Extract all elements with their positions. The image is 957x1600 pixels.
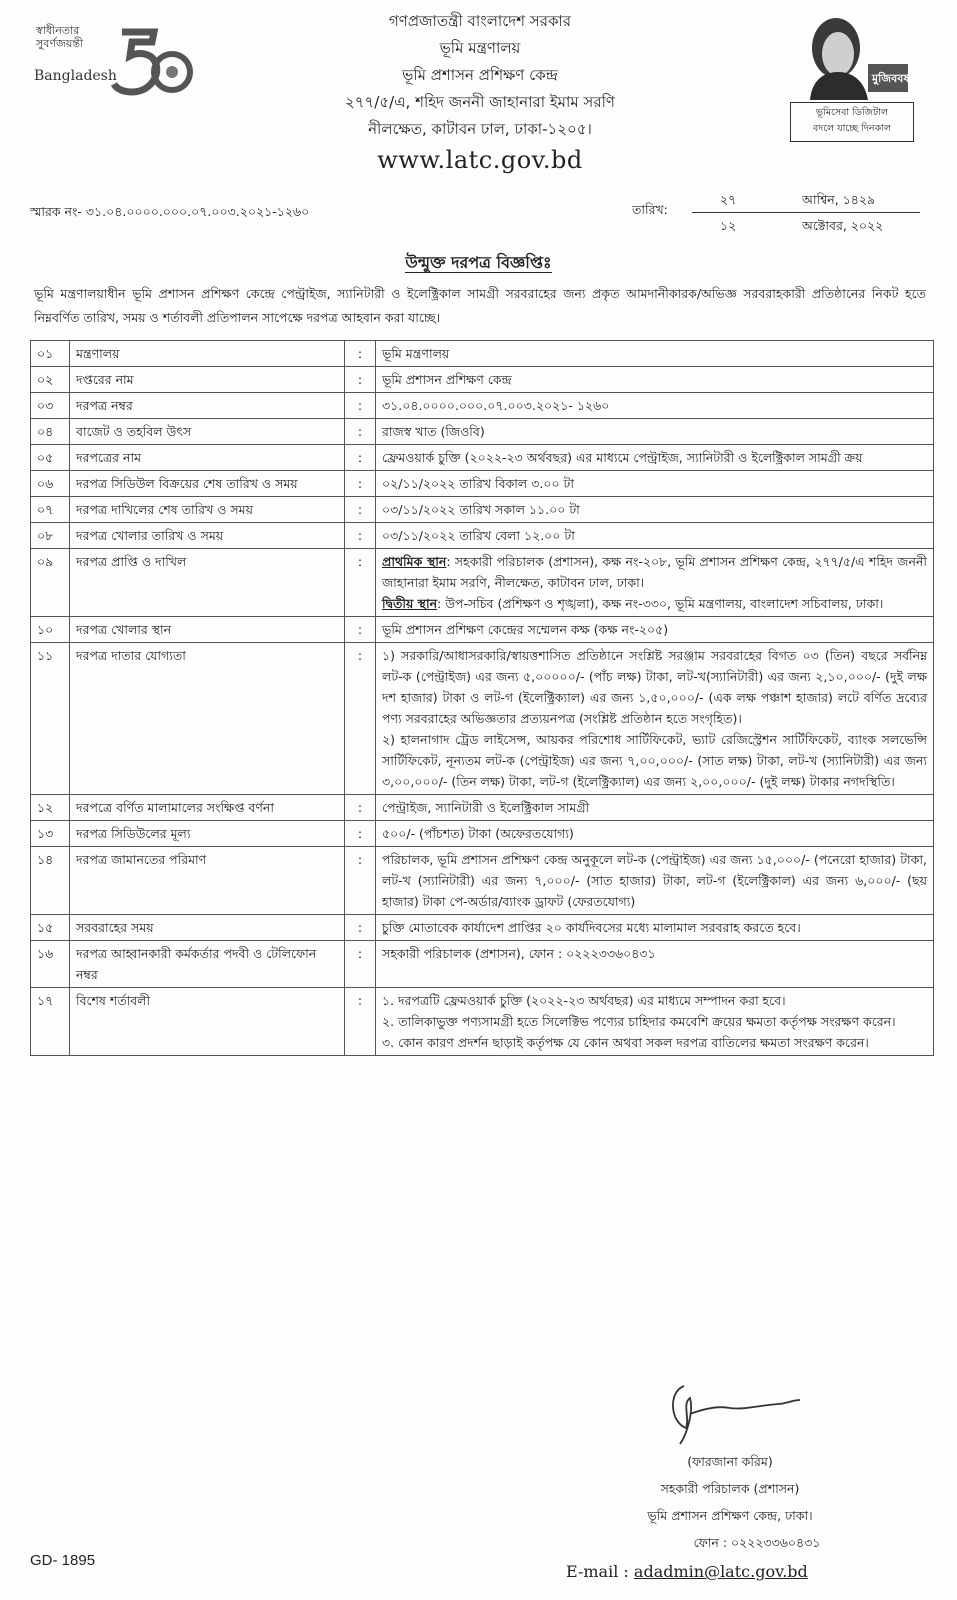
row-colon: : bbox=[345, 445, 376, 471]
row-value: ফ্রেমওয়ার্ক চুক্তি (২০২২-২৩ অর্থবছর) এর মাধ্যমে পেন্ট্রাইজ, স্যানিটারী ও ইলেক্ট্রিকাল সামগ্রী ক্রয় bbox=[376, 445, 934, 471]
row-colon: : bbox=[345, 941, 376, 988]
row-label: বিশেষ শর্তাবলী bbox=[70, 988, 345, 1056]
row-number: ০৪ bbox=[31, 419, 70, 445]
eligibility-point-1: ১) সরকারি/আধাসরকারি/স্বায়ত্তশাসিত প্রতিষ্ঠানে সংশ্লিষ্ট সরঞ্জাম সরবরাহের বিগত ০৩ (তিন) বছরে সর্বনিম্ন লট-ক (পেন্ট্রাইজ) এর জন্য ৫,০০০০০/- (পাঁচ লক্ষ) টাকা, লট-খ(স্যানিটারী) এর জন্য ২,১০,০০০/- (দুই লক্ষ দশ হাজার) টাকা ও লট-গ (ইলেক্ট্রিক্যাল) এর জন্য ১,৫০,০০০/- (এক লক্ষ পঞ্চাশ হাজার) লটে বর্ণিত দ্রব্যের পণ্য সরবরাহের অভিজ্ঞতার প্রত্যয়নপত্র (সংশ্লিষ্ট প্রতিষ্ঠান হতে সংগৃহিত)। bbox=[382, 648, 927, 726]
signatory-block bbox=[600, 1448, 860, 1556]
table-row bbox=[31, 497, 934, 523]
row-label: সরবরাহের সময় bbox=[70, 915, 345, 941]
row-value: ০৩/১১/২০২২ তারিখ সকাল ১১.০০ টা bbox=[376, 497, 934, 523]
logo-text-2: সুবর্ণজয়ন্তী bbox=[36, 37, 84, 50]
slogan-line-2: বদলে যাচ্ছে দিনকাল bbox=[812, 123, 892, 134]
row-value: ০২/১১/২০২২ তারিখ বিকাল ৩.০০ টা bbox=[376, 471, 934, 497]
row-number: ০২ bbox=[31, 367, 70, 393]
row-colon: : bbox=[345, 393, 376, 419]
table-row bbox=[31, 549, 934, 617]
bangla-day: ২৭ bbox=[720, 192, 737, 207]
secondary-place-heading: দ্বিতীয় স্থান bbox=[382, 596, 438, 611]
mujib-borsho-logo bbox=[790, 8, 920, 144]
header-address-2: নীলক্ষেত, কাটাবন ঢাল, ঢাকা-১২০৫। bbox=[368, 120, 592, 138]
office-header bbox=[250, 8, 710, 177]
row-label: দরপত্র সিডিউল বিক্রয়ের শেষ তারিখ ও সময় bbox=[70, 471, 345, 497]
header-address-1: ২৭৭/৫/এ, শহিদ জননী জাহানারা ইমাম সরণি bbox=[345, 93, 615, 111]
table-row bbox=[31, 471, 934, 497]
table-row bbox=[31, 643, 934, 795]
row-colon: : bbox=[345, 643, 376, 795]
row-colon: : bbox=[345, 341, 376, 367]
logo-text-1: স্বাধীনতার bbox=[36, 24, 80, 37]
header-center: ভূমি প্রশাসন প্রশিক্ষণ কেন্দ্র bbox=[402, 66, 558, 84]
eng-day: ১২ bbox=[720, 218, 737, 233]
slogan-line-1: ভূমিসেবা ডিজিটাল bbox=[815, 107, 889, 118]
row-number: ১৫ bbox=[31, 915, 70, 941]
table-row bbox=[31, 847, 934, 915]
gd-code: GD- 1895 bbox=[30, 1552, 96, 1569]
row-label: দরপত্রে বর্ণিত মালামালের সংক্ষিপ্ত বর্ণনা bbox=[70, 795, 345, 821]
table-row bbox=[31, 419, 934, 445]
special-condition-2: ২. তালিকাভুক্ত পণ্যসামগ্রী হতে সিলেক্টিভ পণ্যের চাহিদার কমবেশি ক্রয়ের ক্ষমতা কর্তৃপক্ষ সংরক্ষণ করেন। bbox=[382, 1014, 896, 1029]
row-number: ১১ bbox=[31, 643, 70, 795]
logo-country: Bangladesh bbox=[34, 68, 117, 84]
row-label: বাজেট ও তহবিল উৎস bbox=[70, 419, 345, 445]
eligibility-point-2: ২) হালনাগাদ ট্রেড লাইসেন্স, আয়কর পরিশোধ সার্টিফিকেট, ভ্যাট রেজিস্ট্রেশন সার্টিফিকেট, ব্যাংক সলভেন্সি সার্টিফিকেট, নূন্যতম লট-ক (পেন্ট্রাইজ) এর জন্য ৭,০০,০০০/- (সাত লক্ষ) টাকা, লট-খ (স্যানিটারী) এর জন্য ৩,০০,০০০/- (তিন লক্ষ) টাকা, লট-গ (ইলেক্ট্রিক্যাল) এর জন্য ২,০০,০০০/- (দুই লক্ষ) টাকার নগদস্থিতি। bbox=[382, 732, 927, 789]
table-row bbox=[31, 393, 934, 419]
row-colon: : bbox=[345, 419, 376, 445]
memo-value: ৩১.০৪.০০০০.০০০.০৭.০০৩.২০২১-১২৬০ bbox=[85, 204, 310, 219]
table-row bbox=[31, 915, 934, 941]
row-value: পরিচালক, ভূমি প্রশাসন প্রশিক্ষণ কেন্দ্র অনুকূলে লট-ক (পেন্ট্রাইজ) এর জন্য ১৫,০০০/- (পনেরো হাজার) টাকা, লট-খ (স্যানিটারী) এর জন্য ৭,০০০/- (সাত হাজার) টাকা, লট-গ (ইলেক্ট্রিকাল) এর জন্য ৬,০০০/- (ছয় হাজার) টাকা পে-অর্ডার/ব্যাংক ড্রাফট (ফেরতযোগ্য) bbox=[376, 847, 934, 915]
bangla-date bbox=[692, 188, 920, 213]
row-colon: : bbox=[345, 549, 376, 617]
email-link[interactable]: adadmin@latc.gov.bd bbox=[633, 1562, 808, 1581]
table-row bbox=[31, 941, 934, 988]
email-label: E-mail : bbox=[566, 1562, 629, 1581]
row-number: ০৩ bbox=[31, 393, 70, 419]
row-value: চুক্তি মোতাবেক কার্যাদেশ প্রাপ্তির ২০ কার্যদিবসের মধ্যে মালামাল সরবরাহ করতে হবে। bbox=[376, 915, 934, 941]
row-number: ০৫ bbox=[31, 445, 70, 471]
row-value: ভূমি মন্ত্রণালয় bbox=[376, 341, 934, 367]
row-number: ০৭ bbox=[31, 497, 70, 523]
row-value: রাজস্ব খাত (জিওবি) bbox=[376, 419, 934, 445]
tender-details-table bbox=[30, 340, 934, 1056]
row-colon: : bbox=[345, 847, 376, 915]
row-number: ১৪ bbox=[31, 847, 70, 915]
date-label: তারিখ: bbox=[632, 202, 668, 217]
row-label: দরপত্র দাতার যোগ্যতা bbox=[70, 643, 345, 795]
row-number: ০১ bbox=[31, 341, 70, 367]
memo-label: স্মারক নং- bbox=[30, 204, 82, 219]
table-row bbox=[31, 795, 934, 821]
row-value: ভূমি প্রশাসন প্রশিক্ষণ কেন্দ্রের সম্মেলন কক্ষ (কক্ষ নং-২০৫) bbox=[376, 617, 934, 643]
intro-paragraph: ভূমি মন্ত্রণালয়াধীন ভূমি প্রশাসন প্রশিক্ষণ কেন্দ্রে পেন্ট্রাইজ, স্যানিটারী ও ইলেক্ট্রিকাল সামগ্রী সরবরাহের জন্য প্রকৃত আমদানীকারক/অভিজ্ঞ সরবরাহকারী প্রতিষ্ঠানের নিকট হতে নিম্নবর্ণিত তারিখ, সময় ও শর্তাবলী প্রতিপালন সাপেক্ষে দরপত্র আহবান করা যাচ্ছে। bbox=[34, 286, 926, 325]
fifty-emblem-icon bbox=[104, 26, 194, 104]
row-number: ০৯ bbox=[31, 549, 70, 617]
special-condition-3: ৩. কোন কারণ প্রদর্শন ছাড়াই কর্তৃপক্ষ যে কোন অথবা সকল দরপত্র বাতিলের ক্ষমতা সংরক্ষণ করেন। bbox=[382, 1035, 869, 1050]
table-row bbox=[31, 445, 934, 471]
row-label: দরপত্র জামানতের পরিমাণ bbox=[70, 847, 345, 915]
row-label: মন্ত্রণালয় bbox=[70, 341, 345, 367]
row-number: ১৩ bbox=[31, 821, 70, 847]
row-value: পেন্ট্রাইজ, স্যানিটারী ও ইলেক্ট্রিকাল সামগ্রী bbox=[376, 795, 934, 821]
primary-place-heading: প্রাথমিক স্থান bbox=[382, 554, 447, 569]
row-value: সহকারী পরিচালক (প্রশাসন), ফোন : ০২২২৩৩৬০৪৩১ bbox=[376, 941, 934, 988]
row-label: দরপত্র নম্বর bbox=[70, 393, 345, 419]
row-label: দরপত্র প্রাপ্তি ও দাখিল bbox=[70, 549, 345, 617]
row-number: ১০ bbox=[31, 617, 70, 643]
secondary-place-text: : উপ-সচিব (প্রশিক্ষণ ও শৃঙ্খলা), কক্ষ নং-৩৩০, ভূমি মন্ত্রণালয়, বাংলাদেশ সচিবালয়, ঢাকা। bbox=[437, 596, 884, 611]
row-value: ৫০০/- (পাঁচশত) টাকা (অফেরতযোগ্য) bbox=[376, 821, 934, 847]
table-row bbox=[31, 821, 934, 847]
table-row bbox=[31, 523, 934, 549]
row-value: ভূমি প্রশাসন প্রশিক্ষণ কেন্দ্র bbox=[376, 367, 934, 393]
website-link[interactable]: www.latc.gov.bd bbox=[377, 146, 583, 174]
eng-month-year: অক্টোবর, ২০২২ bbox=[802, 218, 884, 233]
row-label: দপ্তরের নাম bbox=[70, 367, 345, 393]
english-date bbox=[692, 214, 920, 238]
header-gov: গণপ্রজাতন্ত্রী বাংলাদেশ সরকার bbox=[388, 12, 572, 30]
handwritten-signature bbox=[660, 1378, 810, 1448]
row-number: ০৮ bbox=[31, 523, 70, 549]
row-colon: : bbox=[345, 988, 376, 1056]
signatory-office: ভূমি প্রশাসন প্রশিক্ষণ কেন্দ্র, ঢাকা। bbox=[647, 1508, 813, 1523]
table-row bbox=[31, 367, 934, 393]
row-colon: : bbox=[345, 497, 376, 523]
notice-title bbox=[0, 250, 957, 277]
row-colon: : bbox=[345, 367, 376, 393]
row-colon: : bbox=[345, 617, 376, 643]
badge-text: মুজিববর্ষ bbox=[872, 72, 910, 85]
signatory-email bbox=[566, 1562, 808, 1581]
signatory-name: (ফারজানা করিম) bbox=[687, 1454, 773, 1469]
golden-jubilee-logo bbox=[26, 24, 196, 104]
signature-scrawl-icon bbox=[660, 1378, 810, 1448]
row-colon: : bbox=[345, 523, 376, 549]
special-condition-1: ১. দরপত্রটি ফ্রেমওয়ার্ক চুক্তি (২০২২-২৩ অর্থবছর) এর মাধ্যমে সম্পাদন করা হবে। bbox=[382, 993, 786, 1008]
row-number: ১২ bbox=[31, 795, 70, 821]
row-colon: : bbox=[345, 821, 376, 847]
row-number: ১৭ bbox=[31, 988, 70, 1056]
row-value bbox=[376, 643, 934, 795]
row-label: দরপত্রের নাম bbox=[70, 445, 345, 471]
slogan-box bbox=[790, 102, 914, 142]
row-label: দরপত্র খোলার স্থান bbox=[70, 617, 345, 643]
table-row bbox=[31, 341, 934, 367]
row-colon: : bbox=[345, 471, 376, 497]
row-value: ৩১.০৪.০০০০.০০০.০৭.০০৩.২০২১- ১২৬০ bbox=[376, 393, 934, 419]
notice-title-text: উন্মুক্ত দরপত্র বিজ্ঞপ্তিঃ bbox=[405, 253, 552, 272]
primary-place-text: : সহকারী পরিচালক (প্রশাসন), কক্ষ নং-২০৮, ভূমি প্রশাসন প্রশিক্ষণ কেন্দ্র, ২৭৭/৫/এ শহিদ জননী জাহানারা ইমাম সরণি, নীলক্ষেত, কাটাবন ঢাল, ঢাকা। bbox=[382, 554, 927, 590]
row-label: দরপত্র দাখিলের শেষ তারিখ ও সময় bbox=[70, 497, 345, 523]
row-number: ০৬ bbox=[31, 471, 70, 497]
row-value: ০৩/১১/২০২২ তারিখ বেলা ১২.০০ টা bbox=[376, 523, 934, 549]
bangla-month-year: আশ্বিন, ১৪২৯ bbox=[802, 192, 876, 207]
table-row bbox=[31, 617, 934, 643]
row-colon: : bbox=[345, 915, 376, 941]
table-row bbox=[31, 988, 934, 1056]
row-colon: : bbox=[345, 795, 376, 821]
row-number: ১৬ bbox=[31, 941, 70, 988]
row-value bbox=[376, 988, 934, 1056]
row-label: দরপত্র খোলার তারিখ ও সময় bbox=[70, 523, 345, 549]
row-label: দরপত্র আহ্বানকারী কর্মকর্তার পদবী ও টেলিফোন নম্বর bbox=[70, 941, 345, 988]
memo-number bbox=[30, 204, 309, 224]
header-ministry: ভূমি মন্ত্রণালয় bbox=[439, 39, 521, 57]
row-label: দরপত্র সিডিউলের মূল্য bbox=[70, 821, 345, 847]
date-block bbox=[632, 188, 932, 246]
signatory-designation: সহকারী পরিচালক (প্রশাসন) bbox=[660, 1481, 800, 1496]
signatory-phone: ফোন : ০২২২৩৩৬০৪৩১ bbox=[693, 1535, 821, 1550]
row-value bbox=[376, 549, 934, 617]
